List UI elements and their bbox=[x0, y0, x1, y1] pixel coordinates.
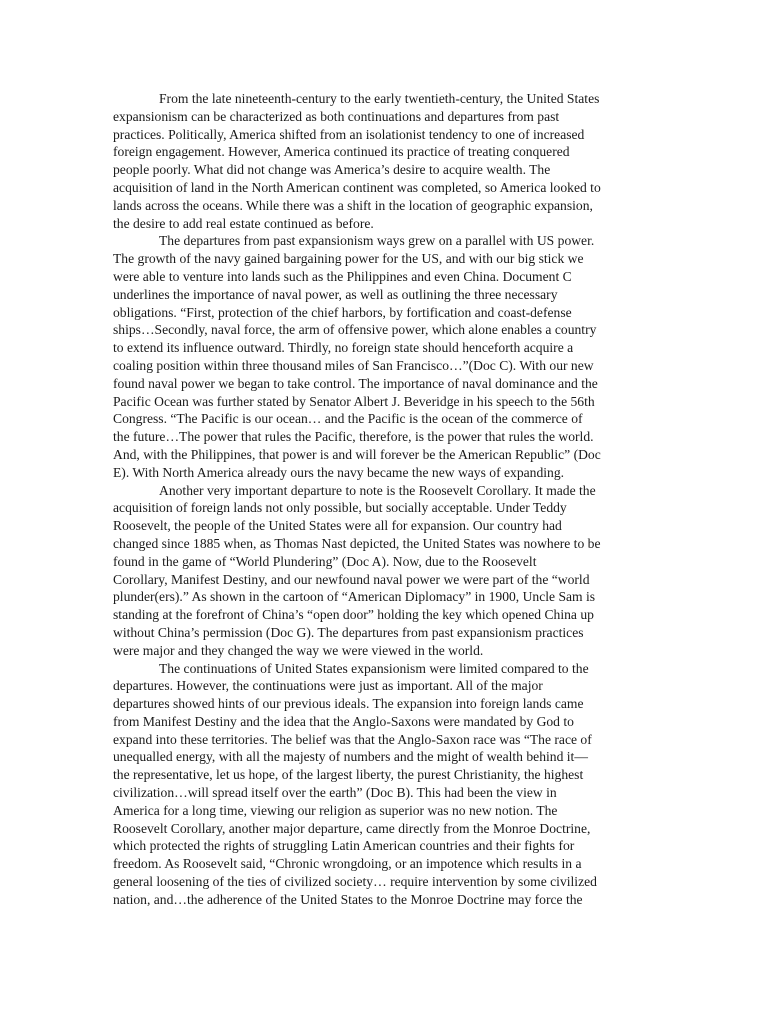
text-line: nation, and…the adherence of the United States to the Monroe Doctrine may force the bbox=[113, 891, 583, 907]
text-line: standing at the forefront of China’s “open door” holding the key which opened China up bbox=[113, 607, 594, 623]
essay-body bbox=[113, 90, 673, 909]
text-line: found naval power we began to take control. The importance of naval dominance and the bbox=[113, 375, 598, 391]
text-line: practices. Politically, America shifted from an isolationist tendency to one of increased bbox=[113, 126, 585, 142]
text-line: underlines the importance of naval power, as well as outlining the three necessary bbox=[113, 286, 558, 302]
text-line: the future…The power that rules the Pacific, therefore, is the power that rules the world. bbox=[113, 429, 594, 445]
text-line: Congress. “The Pacific is our ocean… and the Pacific is the ocean of the commerce of bbox=[113, 411, 583, 427]
text-line: without China’s permission (Doc G). The departures from past expansionism practices bbox=[113, 624, 584, 640]
text-line: unequalled energy, with all the majesty of numbers and the might of wealth behind it— bbox=[113, 749, 588, 765]
text-line: Roosevelt Corollary, another major departure, came directly from the Monroe Doctrine, bbox=[113, 820, 591, 836]
paragraph-first-line: The departures from past expansionism ways grew on a parallel with US power. bbox=[159, 233, 595, 249]
paragraph-first-line: The continuations of United States expansionism were limited compared to the bbox=[159, 660, 589, 676]
text-line: departures. However, the continuations were just as important. All of the major bbox=[113, 678, 543, 694]
text-line: departures showed hints of our previous ideals. The expansion into foreign lands came bbox=[113, 696, 584, 712]
text-line: Roosevelt, the people of the United States were all for expansion. Our country had bbox=[113, 518, 562, 534]
text-line: America for a long time, viewing our religion as superior was no new notion. The bbox=[113, 802, 558, 818]
text-line: to extend its influence outward. Thirdly, no foreign state should henceforth acquire a bbox=[113, 340, 574, 356]
text-line: E). With North America already ours the navy became the new ways of expanding. bbox=[113, 464, 565, 480]
text-line: expansionism can be characterized as both continuations and departures from past bbox=[113, 108, 560, 124]
text-line: coaling position within three thousand miles of San Francisco…”(Doc C). With our new bbox=[113, 357, 594, 373]
text-line: plunder(ers).” As shown in the cartoon of “American Diplomacy” in 1900, Uncle Sam is bbox=[113, 589, 596, 605]
text-line: expand into these territories. The belief was that the Anglo-Saxon race was “The race of bbox=[113, 731, 592, 747]
text-line: found in the game of “World Plundering” (Doc A). Now, due to the Roosevelt bbox=[113, 553, 537, 569]
text-line: the representative, let us hope, of the largest liberty, the purest Christianity, the highest bbox=[113, 767, 584, 783]
text-line: acquisition of land in the North American continent was completed, so America looked to bbox=[113, 179, 601, 195]
text-line: foreign engagement. However, America continued its practice of treating conquered bbox=[113, 144, 570, 160]
text-line: general loosening of the ties of civilized society… require intervention by some civilized bbox=[113, 874, 597, 890]
paragraph-first-line: From the late nineteenth-century to the early twentieth-century, the United States bbox=[159, 91, 600, 106]
text-line: were able to venture into lands such as the Philippines and even China. Document C bbox=[113, 268, 572, 284]
text-line: freedom. As Roosevelt said, “Chronic wrongdoing, or an impotence which results in a bbox=[113, 856, 582, 872]
text-line: acquisition of foreign lands not only possible, but socially acceptable. Under Teddy bbox=[113, 500, 567, 516]
text-line: Pacific Ocean was further stated by Senator Albert J. Beveridge in his speech to the 56th bbox=[113, 393, 595, 409]
text-line: were major and they changed the way we were viewed in the world. bbox=[113, 642, 484, 658]
text-line: people poorly. What did not change was America’s desire to acquire wealth. The bbox=[113, 162, 551, 178]
paragraph-first-line: Another very important departure to note is the Roosevelt Corollary. It made the bbox=[159, 482, 596, 498]
text-line: which protected the rights of struggling Latin American countries and their fights for bbox=[113, 838, 575, 854]
text-line: civilization…will spread itself over the earth” (Doc B). This had been the view in bbox=[113, 785, 557, 801]
text-line: the desire to add real estate continued as before. bbox=[113, 215, 374, 231]
text-line: ships…Secondly, naval force, the arm of offensive power, which alone enables a country bbox=[113, 322, 597, 338]
text-line: Corollary, Manifest Destiny, and our newfound naval power we were part of the “world bbox=[113, 571, 590, 587]
text-line: obligations. “First, protection of the chief harbors, by fortification and coast-defense bbox=[113, 304, 572, 320]
text-line: And, with the Philippines, that power is and will forever be the American Republic” (Doc bbox=[113, 446, 601, 462]
text-line: changed since 1885 when, as Thomas Nast depicted, the United States was nowhere to be bbox=[113, 535, 601, 551]
text-line: from Manifest Destiny and the idea that the Anglo-Saxons were mandated by God to bbox=[113, 713, 574, 729]
text-line: The growth of the navy gained bargaining power for the US, and with our big stick we bbox=[113, 251, 584, 267]
text-line: lands across the oceans. While there was a shift in the location of geographic expansion, bbox=[113, 197, 593, 213]
